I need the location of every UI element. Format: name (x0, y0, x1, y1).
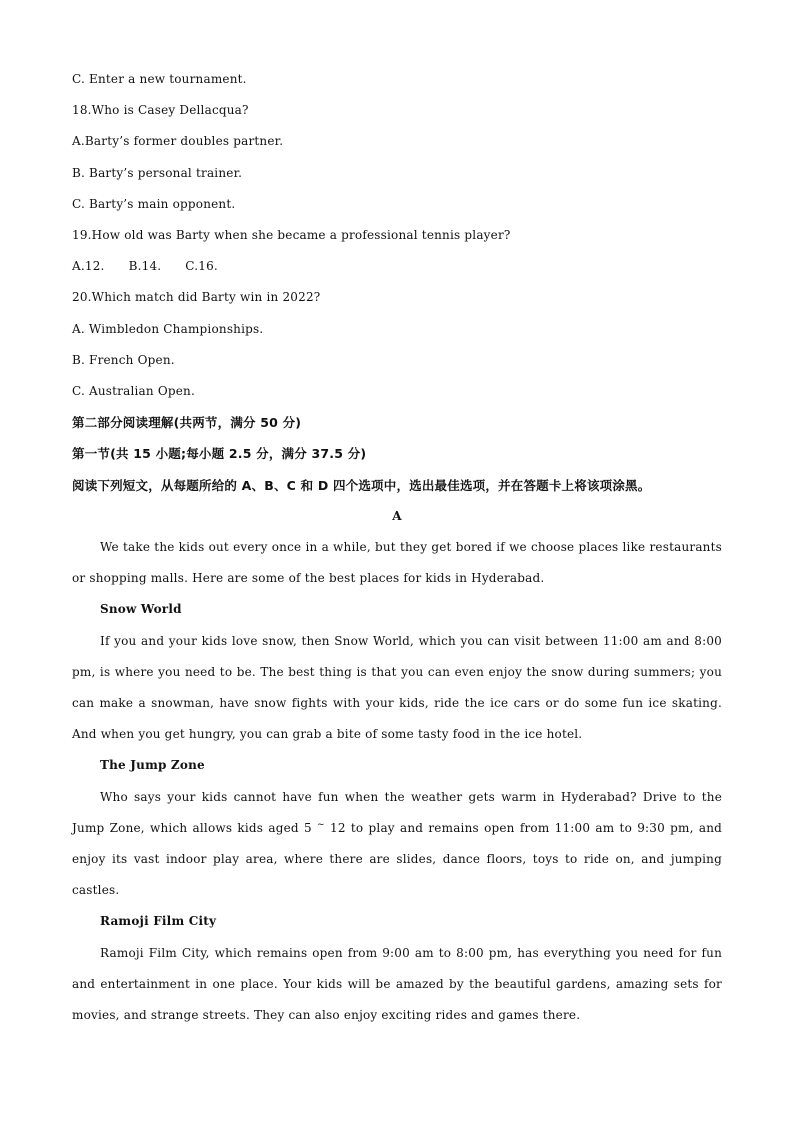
q18-question: 18.Who is Casey Dellacqua? (72, 103, 249, 118)
place-heading-snow-world: Snow World (100, 602, 182, 617)
q19-option-a: A.12. (72, 259, 105, 274)
place-text-jump-zone (72, 782, 722, 907)
q19-option-b: B.14. (128, 259, 162, 274)
q20-option-c: C. Australian Open. (72, 384, 195, 399)
q18-option-a: A.Barty’s former doubles partner. (72, 134, 284, 149)
tilde-mark: ~ (317, 819, 325, 830)
place-heading-ramoji: Ramoji Film City (100, 914, 217, 929)
passage-label: A (392, 508, 402, 523)
section1-title: 第一节(共 15 小题;每小题 2.5 分，满分 37.5 分) (72, 446, 367, 462)
place-text-ramoji: Ramoji Film City, which remains open from 9:00 am to 8:00 pm, has everything you need for fun and entertainment in one place. Your kids will be amazed by the beautiful gardens, amazing sets for movies, and strange streets. They can also enjoy exciting rides and games there. (72, 945, 722, 1023)
q18-option-c: C. Barty’s main opponent. (72, 196, 236, 211)
jump-zone-text-part2: 12 to play and remains open from 11:00 am to 9:30 pm, and enjoy its vast indoor play area, where there are slides, dance floors, toys to ride on, and jumping castles. (72, 820, 722, 898)
place-text-snow-world: If you and your kids love snow, then Snow World, which you can visit between 11:00 am and 8:00 pm, is where you need to be. The best thing is that you can even enjoy the snow during summers; you can make a snowman, have snow fights with your kids, ride the ice cars or do some fun ice skating. And when you get hungry, you can grab a bite of some tasty food in the ice hotel. (72, 633, 722, 742)
q20-option-b: B. French Open. (72, 352, 175, 367)
passage-intro: We take the kids out every once in a while, but they get bored if we choose places like restaurants or shopping malls. Here are some of the best places for kids in Hyderabad. (72, 540, 722, 586)
exam-page (72, 64, 722, 1031)
q19-options (72, 251, 722, 282)
q19-question: 19.How old was Barty when she became a professional tennis player? (72, 228, 511, 243)
place-heading-jump-zone: The Jump Zone (100, 758, 205, 773)
reading-instruction: 阅读下列短文，从每题所给的 A、B、C 和 D 四个选项中，选出最佳选项，并在答题卡上将该项涂黑。 (72, 477, 651, 493)
q20-question: 20.Which match did Barty win in 2022? (72, 290, 321, 305)
q17-option-c: C. Enter a new tournament. (72, 72, 247, 86)
q19-option-c: C.16. (185, 259, 218, 274)
q20-option-a: A. Wimbledon Championships. (72, 321, 264, 336)
jump-zone-text-part1: Who says your kids cannot have fun when the weather gets warm in Hyderabad? Drive to the Jump Zone, which allows kids aged 5 (72, 789, 722, 835)
part2-title: 第二部分阅读理解(共两节，满分 50 分) (72, 415, 302, 431)
q18-option-b: B. Barty’s personal trainer. (72, 165, 243, 180)
